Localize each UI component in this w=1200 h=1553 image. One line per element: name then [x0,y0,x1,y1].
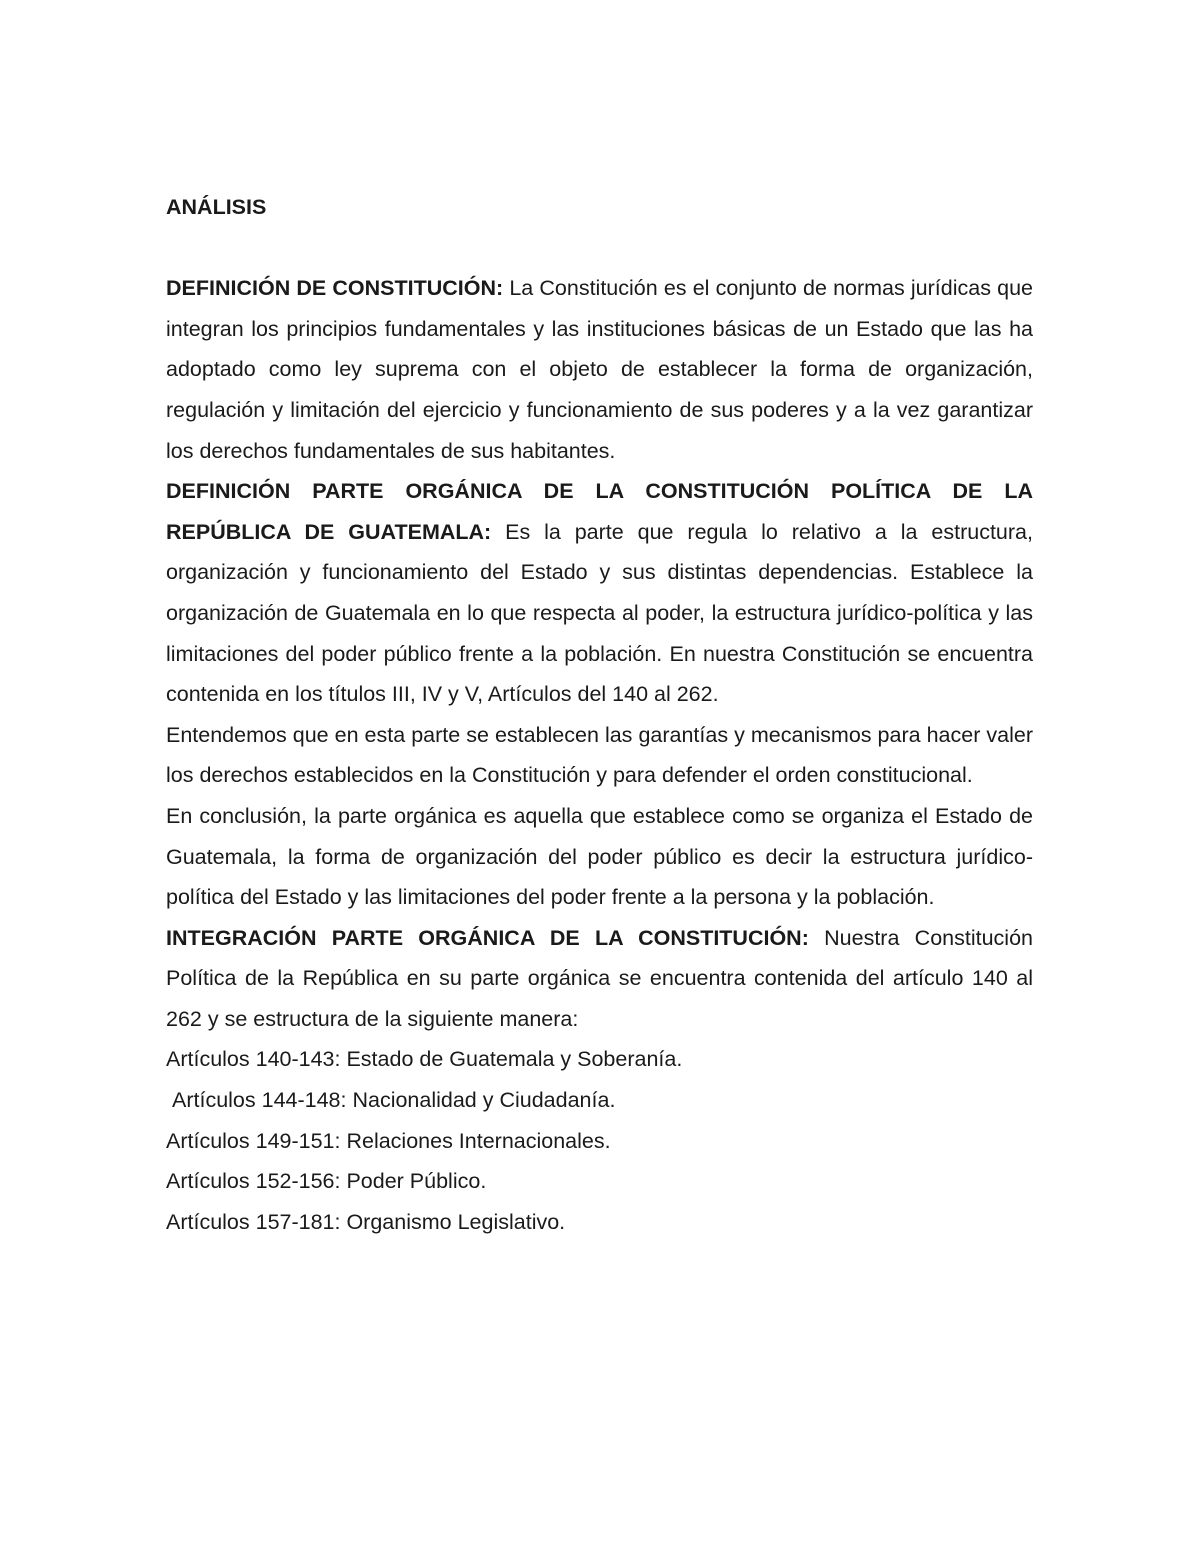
article-range-item: Artículos 152-156: Poder Público. [166,1169,487,1194]
paragraph-entendemos [166,715,1033,796]
paragraph-definicion-parte-organica [166,471,1033,715]
document-body [166,187,1033,1242]
title-spacer [166,228,1033,269]
article-range-item: Artículos 144-148: Nacionalidad y Ciudadanía. [172,1088,616,1113]
paragraph-heading: DEFINICIÓN DE CONSTITUCIÓN: [166,276,504,301]
paragraph-text: Entendemos que en esta parte se establecen las garantías y mecanismos para hacer valer los derechos establecidos en la Constitución y para defender el orden constitucional. [166,722,1033,788]
paragraph-heading: INTEGRACIÓN PARTE ORGÁNICA DE LA CONSTITUCIÓN: [166,925,809,950]
paragraph-text: Es la parte que regula lo relativo a la estructura, organización y funcionamiento del Estado y sus distintas dependencias. Establece la organización de Guatemala en lo que respecta al poder, la estructura jurídico-política y las limitaciones del poder público frente a la población. En nuestra Constitución se encuentra contenida en los títulos III, IV y V, Artículos del 140 al 262. [166,519,1033,707]
paragraph-heading: DEFINICIÓN PARTE ORGÁNICA DE LA CONSTITUCIÓN POLÍTICA DE LA REPÚBLICA DE GUATEMALA: [166,479,1033,544]
paragraph-integracion [166,918,1033,1040]
article-range-item: Artículos 149-151: Relaciones Internacionales. [166,1128,611,1153]
paragraph-conclusion [166,796,1033,918]
paragraph-text: Nuestra Constitución Política de la República en su parte orgánica se encuentra contenida del artículo 140 al 262 y se estructura de la siguiente manera: [166,925,1033,1031]
document-title: ANÁLISIS [166,195,267,219]
article-range-item: Artículos 157-181: Organismo Legislativo. [166,1209,566,1234]
paragraph-text: La Constitución es el conjunto de normas jurídicas que integran los principios fundamentales y las instituciones básicas de un Estado que las ha adoptado como ley suprema con el objeto de establecer la forma de organización, regulación y limitación del ejercicio y funcionamiento de sus poderes y a la vez garantizar los derechos fundamentales de sus habitantes. [166,276,1033,463]
paragraph-definicion-constitucion [166,268,1033,471]
article-range-item: Artículos 140-143: Estado de Guatemala y Soberanía. [166,1047,683,1072]
paragraph-text: En conclusión, la parte orgánica es aquella que establece como se organiza el Estado de Guatemala, la forma de organización del poder público es decir la estructura jurídico-política del Estado y las limitaciones del poder frente a la persona y la población. [166,803,1033,910]
